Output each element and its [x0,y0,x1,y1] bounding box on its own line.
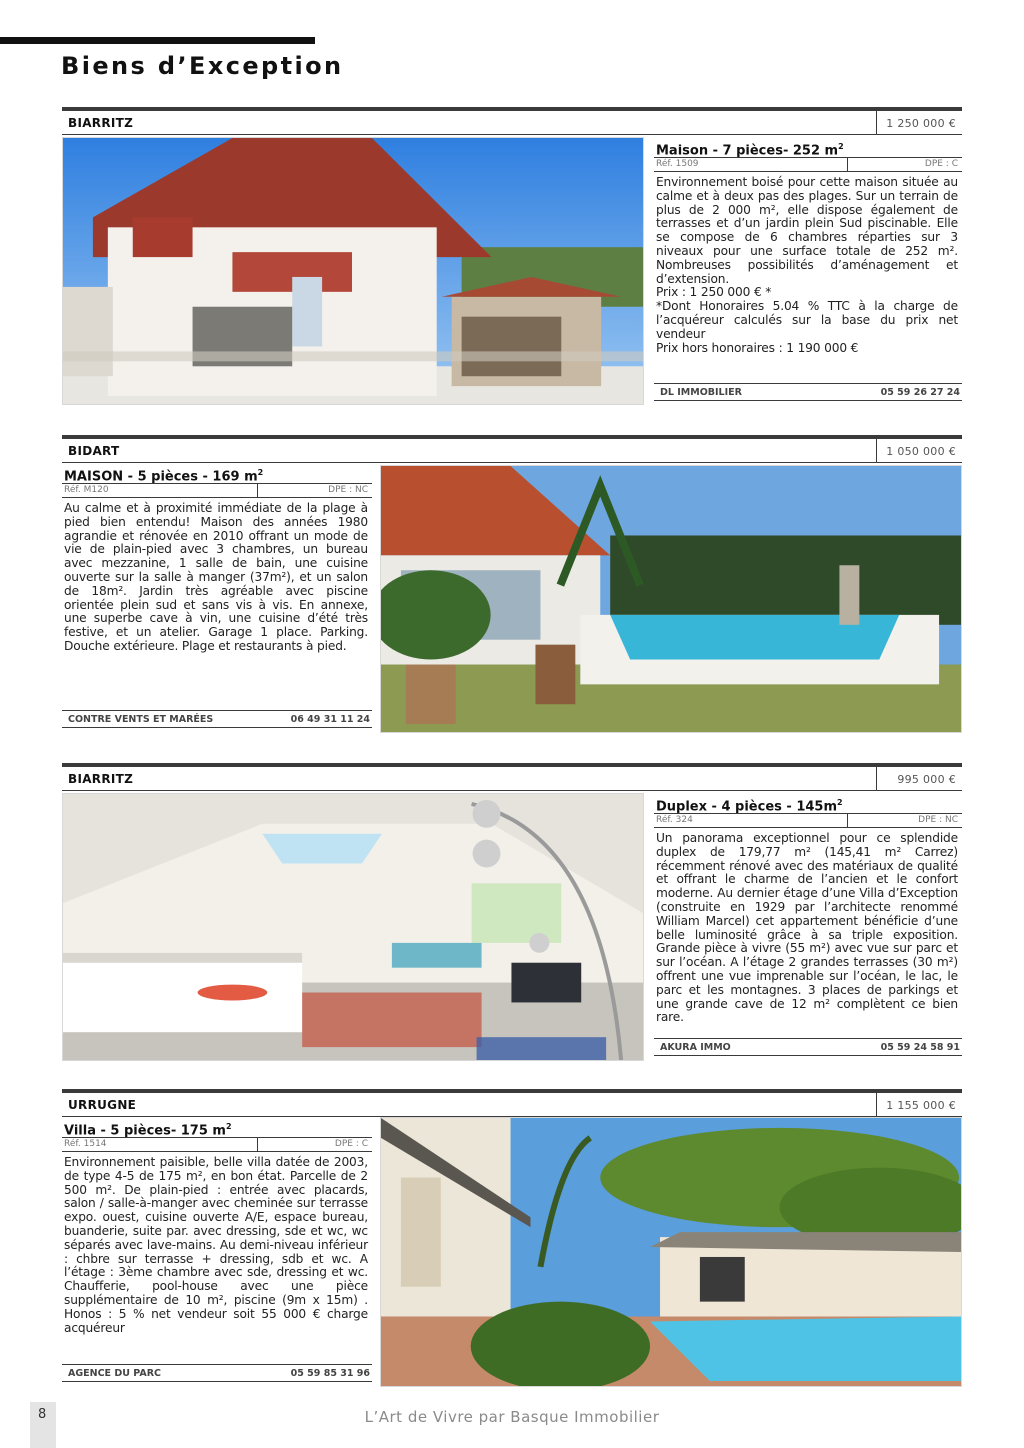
page-title: Biens d’Exception [61,52,344,80]
property-photo[interactable] [62,793,644,1061]
header-rule [0,37,315,44]
listing-price: 1 050 000 € [886,445,956,458]
footer-tagline: L’Art de Vivre par Basque Immobilier [364,1408,660,1426]
dpe-rating: DPE : NC [918,815,958,825]
listing-type: Villa - 5 pièces- 175 $m^2$ [64,1122,232,1139]
listing-header [62,1093,962,1117]
price-box [876,439,962,463]
listing-description: Au calme et à proximité immédiate de la plage à pied bien entendu! Maison des années 1980 agrandie et rénovée en 2010 offrant un mode de vie de plain-pied avec 3 chambres, un bureau avec mezzanine, 1 salle de bain, une cuisine ouverte sur la salle à manger (37m²), et un salon de 18m². Jardin très agréable avec piscine orientée plein sud et sans vis à vis. En annexe, une superbe cave à vin, une cuisine d’été très festive, et un atelier. Garage 1 place. Parking. Douche extérieure. Plage et restaurants à pied. [64,501,368,653]
price-box [876,111,962,135]
dpe-rating: DPE : NC [328,485,368,495]
agency-name: AKURA IMMO [660,1042,731,1053]
agency-phone[interactable]: 05 59 85 31 96 [290,1368,370,1379]
listing-price: 1 155 000 € [886,1099,956,1112]
listing-card [62,107,962,405]
dpe-rating: DPE : C [334,1139,368,1149]
listing-card [62,1089,962,1387]
reference-row [654,157,962,172]
price-box [876,767,962,791]
listing-description: Environnement paisible, belle villa datée de 2003, de type 4-5 de 175 m², en bon état. Parcelle de 2 500 m². De plain-pied : entrée avec placards, salon / salle-à-manger avec cheminée sur terrasse expo. ouest, cuisine ouverte A/E, espace bureau, buanderie, suite par. avec dressing, sde et wc, wc séparés avec lave-mains. Au demi-niveau inférieur : chbre sur terrasse + dressing, sdb et wc. A l’étage : 3ème chambre avec sde, dressing et wc. Chaufferie, pool-house avec une pièce supplémentaire de 10 m², piscine (9m x 15m) . Honos : 5 % net vendeur soit 55 000 € charge acquéreur [64,1155,368,1335]
property-photo[interactable] [380,1117,962,1387]
agency-name: AGENCE DU PARC [68,1368,161,1379]
reference-row [62,1137,372,1152]
listing-price: 1 250 000 € [886,117,956,130]
agency-phone[interactable]: 06 49 31 11 24 [290,714,370,725]
listing-header [62,439,962,463]
property-photo[interactable] [380,465,962,733]
agency-row [62,710,372,728]
reference-row [62,483,372,498]
listing-details [62,463,372,654]
agency-name: CONTRE VENTS ET MARÉES [68,714,214,725]
agency-row [62,1364,372,1382]
listing-description: Un panorama exceptionnel pour ce splendide duplex de 179,77 m² (145,41 m² Carrez) récemment rénové avec des matériaux de qualité et offrant le charme de l’ancien et le confort moderne. Au dernier étage d’une Villa d’Exception (construite en 1929 par l’architecte renommé William Marcel) cet appartement bénéficie d’une belle luminosité grâce à sa triple exposition. Grande pièce à vivre (55 m²) avec vue sur parc et sur l’océan. A l’étage 2 grandes terrasses (30 m²) offrent une vue imprenable sur l’océan, le lac, le parc et les montagnes. 3 places de parkings et une grande cave de 12 m² complètent ce bien rare. [656,831,958,1025]
listing-city: URRUGNE [68,1098,137,1112]
agency-phone[interactable]: 05 59 26 27 24 [880,387,960,398]
listing-city: BIDART [68,444,120,458]
listing-description: Environnement boisé pour cette maison située au calme et à deux pas des plages. Sur un terrain de plus de 2 000 m², elle dispose également de terrasses et d’un jardin plein Sud piscinable. Elle se compose de 6 chambres réparties sur 3 niveaux pour une surface totale de 252 m². Nombreuses possibilités d’aménagement et d’extension. Prix : 1 250 000 € * *Dont Honoraires 5.04 % TTC à la charge de l’acquéreur calculés sur la base du prix net vendeur Prix hors honoraires : 1 190 000 € [656,175,958,355]
pool-garden-illustration [381,466,961,732]
villa-pool-illustration [381,1118,961,1386]
listing-header [62,111,962,135]
listing-city: BIARRITZ [68,116,134,130]
listing-details [654,137,962,355]
listing-city: BIARRITZ [68,772,134,786]
listing-card [62,763,962,1061]
agency-row [654,383,962,401]
price-box [876,1093,962,1117]
reference-number: Réf. 324 [656,815,693,825]
reference-number: Réf. 1509 [656,159,699,169]
listing-type: MAISON - 5 pièces - 169 $m^2$ [64,468,264,485]
listing-details [654,793,962,1025]
agency-row [654,1038,962,1056]
listing-price: 995 000 € [897,773,956,786]
reference-row [654,813,962,828]
listing-header [62,767,962,791]
listing-details [62,1117,372,1335]
listing-type: Maison - 7 pièces- 252 $m^2$ [656,142,844,159]
property-photo[interactable] [62,137,644,405]
dpe-rating: DPE : C [924,159,958,169]
listing-type: Duplex - 4 pièces - $145m^2$ [656,798,843,815]
duplex-interior-illustration [63,794,643,1060]
agency-phone[interactable]: 05 59 24 58 91 [880,1042,960,1053]
house-exterior-illustration [63,138,643,404]
agency-name: DL IMMOBILIER [660,387,742,398]
listing-card [62,435,962,733]
reference-number: Réf. M120 [64,485,109,495]
reference-number: Réf. 1514 [64,1139,107,1149]
page-number: 8 [38,1407,47,1422]
